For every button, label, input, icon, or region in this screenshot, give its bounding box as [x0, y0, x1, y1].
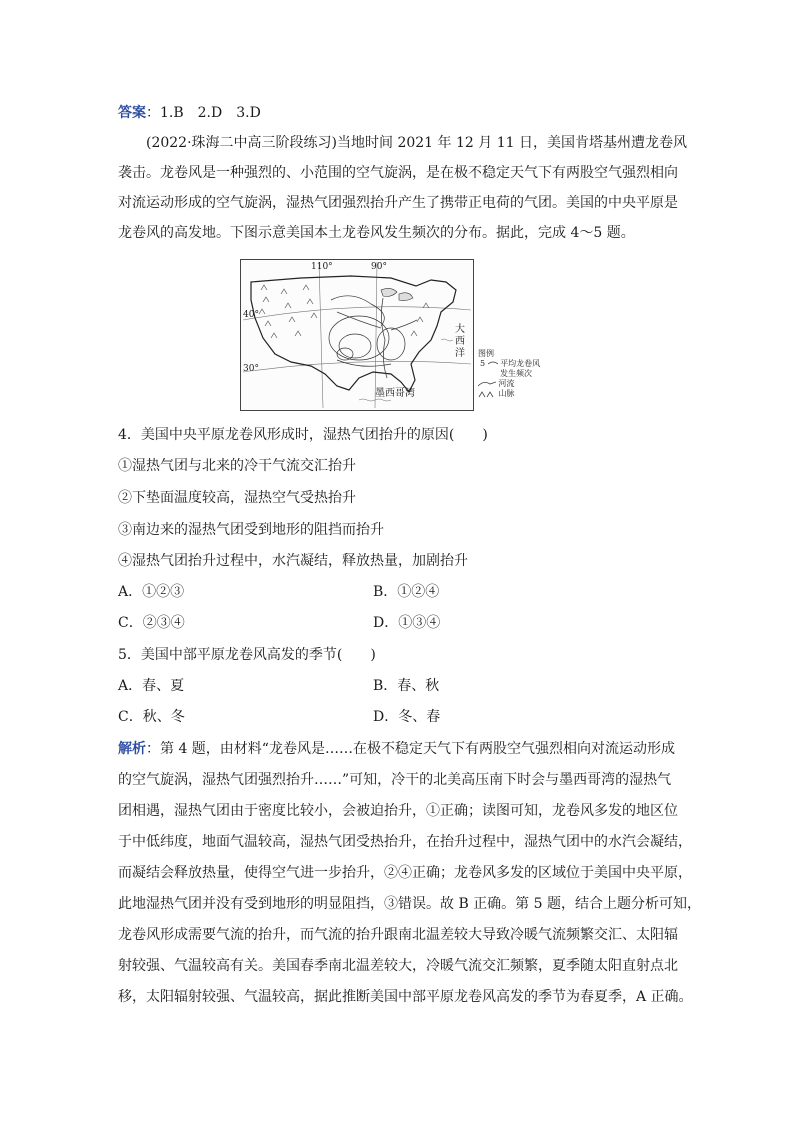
q4-option-b: B．①②④: [373, 584, 440, 600]
legend-mountain: [478, 389, 558, 399]
analysis-line-2: 的空气旋涡，湿热气团强烈抬升……”可知，冷干的北美高压南下时会与墨西哥湾的湿热气: [118, 772, 672, 788]
q4-option-a: A．①②③: [118, 584, 185, 600]
lon-label-90: 90°: [371, 262, 387, 272]
legend-contour: [478, 359, 558, 369]
analysis-line-7: 龙卷风形成需要气流的抬升，而气流的抬升跟南北温差较大导致冷暖气流频繁交汇、太阳辐: [118, 927, 678, 943]
analysis-line-5: 而凝结会释放热量，使得空气进一步抬升，②④正确；龙卷风多发的区域位于美国中央平原，: [118, 865, 692, 881]
answer-label: 答案: [118, 105, 146, 121]
legend-contour-label-2: 发生频次: [500, 369, 532, 378]
intro-line-2: 袭击。龙卷风是一种强烈的、小范围的空气旋涡，是在极不稳定天气下有两股空气强烈相向: [118, 165, 678, 181]
analysis-line-4: 于中低纬度，地面气温较高，湿热气团受热抬升，在抬升过程中，湿热气团中的水汽会凝结，: [118, 834, 692, 850]
q5-stem: 5．美国中部平原龙卷风高发的季节( ): [118, 647, 376, 663]
q4-statement-2: ②下垫面温度较高，湿热空气受热抬升: [118, 490, 356, 506]
tornado-map-figure: [240, 259, 557, 411]
q4-statement-4: ④湿热气团抬升过程中，水汽凝结，释放热量，加剧抬升: [118, 553, 468, 569]
legend-contour-label-1: 平均龙卷风: [500, 359, 541, 368]
answer-line: [118, 103, 678, 123]
intro-line-4: 龙卷风的高发地。下图示意美国本土龙卷风发生频次的分布。据此，完成 4～5 题。: [118, 225, 635, 241]
mountain-symbol-icon: [478, 390, 496, 398]
analysis-line-8: 射较强、气温较高有关。美国春季南北温差较大，冷暖气流交汇频繁，夏季随太阳直射点北: [118, 958, 678, 974]
map-legend: [478, 349, 558, 399]
q4-stem: 4．美国中央平原龙卷风形成时，湿热气团抬升的原因( ): [118, 427, 488, 443]
q5-option-d: D．冬、春: [373, 709, 441, 725]
us-map: [240, 259, 474, 411]
q5-option-b: B．春、秋: [373, 678, 440, 694]
gulf-label: 墨西哥湾: [375, 388, 415, 399]
contour-symbol-icon: [488, 360, 498, 368]
legend-title: 图例: [478, 349, 494, 358]
analysis-line-3: 团相遇，湿热气团由于密度比较小，会被迫抬升，①正确；读图可知，龙卷风多发的地区位: [118, 803, 678, 819]
lat-label-40: 40°: [243, 310, 259, 320]
us-map-drawing: [241, 260, 473, 410]
legend-mountain-label: 山脉: [498, 389, 515, 398]
analysis-line-9: 移，太阳辐射较强、气温较高，据此推断美国中部平原龙卷风高发的季节为春夏季，A 正确。: [118, 989, 693, 1005]
answer-text: ：1.B 2.D 3.D: [146, 105, 261, 121]
q4-statement-3: ③南边来的湿热气团受到地形的阻挡而抬升: [118, 522, 384, 538]
analysis-line-6: 此地湿热气团并没有受到地形的明显阻挡，③错误。故 B 正确。第 5 题，结合上题分析可知，: [118, 896, 701, 912]
lat-label-30: 30°: [243, 364, 259, 374]
q4-option-c: C．②③④: [118, 615, 185, 631]
q4-statement-1: ①湿热气团与北来的冷干气流交汇抬升: [118, 458, 356, 474]
analysis-text-1: ：第 4 题，由材料“龙卷风是……在极不稳定天气下有两股空气强烈相向对流运动形成: [146, 741, 675, 757]
analysis-label: 解析: [118, 741, 146, 757]
lon-label-110: 110°: [311, 262, 333, 272]
intro-line-1: (2022·珠海二中高三阶段练习)当地时间 2021 年 12 月 11 日，美国肯塔基州遭龙卷风: [146, 135, 687, 151]
legend-contour-value: 5: [480, 359, 486, 368]
ocean-label-2: 西: [455, 336, 465, 347]
q4-option-d: D．①③④: [373, 615, 441, 631]
analysis-line-1: [118, 739, 678, 759]
q5-option-a: A．春、夏: [118, 678, 185, 694]
river-symbol-icon: [478, 380, 496, 388]
ocean-label-3: 洋: [455, 348, 465, 359]
ocean-label-1: 大: [455, 324, 465, 335]
intro-line-3: 对流运动形成的空气旋涡，湿热气团强烈抬升产生了携带正电荷的气团。美国的中央平原是: [118, 195, 678, 211]
q5-option-c: C．秋、冬: [118, 709, 185, 725]
legend-river: [478, 379, 558, 389]
legend-river-label: 河流: [498, 379, 515, 388]
